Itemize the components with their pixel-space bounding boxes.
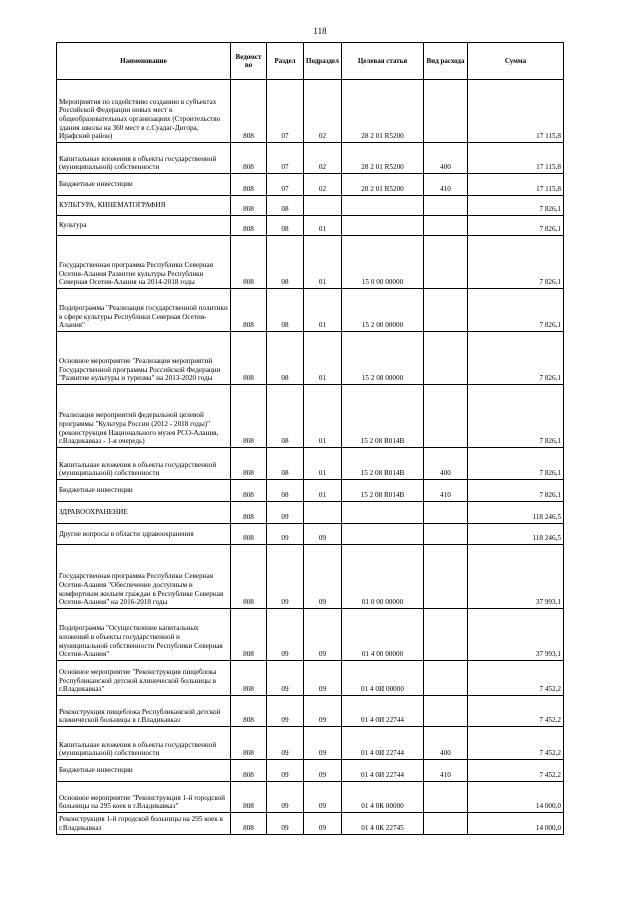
cell-target: 15 0 00 00000 (342, 236, 424, 289)
cell-sum: 7 452,2 (468, 661, 564, 696)
cell-section: 09 (267, 524, 304, 545)
cell-subsection: 01 (304, 332, 342, 385)
table-row (57, 80, 564, 143)
cell-target: 01 0 00 00000 (342, 545, 424, 609)
table-row (57, 289, 564, 332)
cell-section: 09 (267, 760, 304, 782)
cell-sum: 7 826,1 (468, 332, 564, 385)
cell-sum: 17 115,8 (468, 80, 564, 143)
cell-dept: 808 (231, 760, 267, 782)
cell-dept: 808 (231, 545, 267, 609)
cell-subsection (304, 502, 342, 524)
cell-section: 09 (267, 696, 304, 727)
cell-expense: 410 (424, 760, 468, 782)
cell-name: Основное мероприятие "Реконструкция 1-й городской больницы на 295 коек в г.Владикавказ" (57, 782, 231, 813)
cell-sum: 17 115,8 (468, 143, 564, 174)
table-row (57, 480, 564, 502)
cell-dept: 808 (231, 727, 267, 760)
table-row (57, 236, 564, 289)
cell-target: 28 2 01 R5200 (342, 80, 424, 143)
page-number: 118 (313, 26, 327, 36)
cell-expense: 400 (424, 727, 468, 760)
cell-target: 01 4 0К 22745 (342, 813, 424, 835)
cell-name: ЗДРАВООХРАНЕНИЕ (57, 502, 231, 524)
cell-target: 28 2 01 R5200 (342, 174, 424, 196)
cell-dept: 808 (231, 524, 267, 545)
cell-section: 08 (267, 236, 304, 289)
cell-expense (424, 236, 468, 289)
cell-expense: 410 (424, 480, 468, 502)
cell-name: Подпрограмма "Осуществление капитальных вложений в объекты государственной и муниципальной собственности Республики Северная Осетия-Алания" (57, 609, 231, 661)
table-row (57, 813, 564, 835)
cell-expense (424, 609, 468, 661)
cell-name: Государственная программа Республики Северная Осетия-Алания Развитие культуры Республики Северная Осетия-Алания на 2014-2018 годы (57, 236, 231, 289)
cell-dept: 808 (231, 696, 267, 727)
cell-sum: 7 826,1 (468, 480, 564, 502)
cell-name: Подпрограмма "Реализация государственной политики в сфере культуры Республики Северная Осетия-Алания" (57, 289, 231, 332)
cell-dept: 808 (231, 196, 267, 216)
cell-target: 01 4 0И 22744 (342, 696, 424, 727)
cell-subsection: 01 (304, 385, 342, 448)
cell-dept: 808 (231, 216, 267, 236)
cell-dept: 808 (231, 236, 267, 289)
cell-subsection: 01 (304, 289, 342, 332)
table-row (57, 216, 564, 236)
table-row (57, 524, 564, 545)
cell-dept: 808 (231, 661, 267, 696)
cell-sum: 7 826,1 (468, 236, 564, 289)
cell-section: 09 (267, 502, 304, 524)
cell-section: 08 (267, 289, 304, 332)
cell-subsection: 09 (304, 760, 342, 782)
table-row (57, 385, 564, 448)
cell-section: 09 (267, 782, 304, 813)
cell-name: Основное мероприятие "Реконструкция пищеблока Республиканской детской клинической больницы в г.Владикавказ" (57, 661, 231, 696)
cell-subsection: 02 (304, 143, 342, 174)
table-row (57, 760, 564, 782)
cell-target: 15 2 08 R014B (342, 448, 424, 480)
budget-table (56, 42, 564, 835)
cell-section: 07 (267, 143, 304, 174)
cell-subsection: 09 (304, 813, 342, 835)
header-dept: Ведомст во (231, 43, 267, 80)
cell-subsection: 01 (304, 236, 342, 289)
cell-dept: 808 (231, 782, 267, 813)
cell-name: Мероприятия по содействию созданию в субъектах Российской Федерации новых мест в общеобразовательных организациях (Строительство здания школы на 360 мест в с.Суадаг-Дигора, Ирафский район) (57, 80, 231, 143)
cell-name: Бюджетные инвестиции (57, 480, 231, 502)
table-row (57, 196, 564, 216)
table-row (57, 782, 564, 813)
cell-subsection: 02 (304, 80, 342, 143)
cell-dept: 808 (231, 813, 267, 835)
cell-name: Капитальные вложения в объекты государственной (муниципальной) собственности (57, 143, 231, 174)
cell-sum: 118 246,5 (468, 524, 564, 545)
table-row (57, 448, 564, 480)
cell-dept: 808 (231, 609, 267, 661)
cell-sum: 7 452,2 (468, 760, 564, 782)
cell-subsection: 01 (304, 480, 342, 502)
header-name: Наименование (57, 43, 231, 80)
cell-subsection: 02 (304, 174, 342, 196)
cell-sum: 7 826,1 (468, 196, 564, 216)
cell-target (342, 524, 424, 545)
cell-dept: 808 (231, 502, 267, 524)
cell-dept: 808 (231, 385, 267, 448)
cell-target: 01 4 00 00000 (342, 609, 424, 661)
cell-dept: 808 (231, 143, 267, 174)
header-sum: Сумма (468, 43, 564, 80)
cell-expense (424, 385, 468, 448)
cell-section: 08 (267, 216, 304, 236)
cell-dept: 808 (231, 289, 267, 332)
cell-sum: 7 826,1 (468, 216, 564, 236)
cell-target (342, 216, 424, 236)
header-row (57, 43, 564, 80)
cell-sum: 7 452,2 (468, 696, 564, 727)
cell-expense (424, 782, 468, 813)
cell-target: 01 4 0И 22744 (342, 760, 424, 782)
cell-section: 09 (267, 727, 304, 760)
cell-section: 09 (267, 661, 304, 696)
cell-expense: 400 (424, 143, 468, 174)
cell-section: 07 (267, 80, 304, 143)
cell-expense (424, 545, 468, 609)
cell-target: 15 2 08 R014B (342, 385, 424, 448)
cell-expense (424, 502, 468, 524)
cell-expense (424, 80, 468, 143)
cell-name: Бюджетные инвестиции (57, 760, 231, 782)
cell-subsection: 09 (304, 661, 342, 696)
table-body (57, 80, 564, 835)
cell-name: Другие вопросы в области здравоохранения (57, 524, 231, 545)
cell-dept: 808 (231, 80, 267, 143)
cell-sum: 118 246,5 (468, 502, 564, 524)
cell-section: 08 (267, 385, 304, 448)
cell-name: Основное мероприятие "Реализация мероприятий Государственной программы Российской Федерации "Развитие культуры и туризма" на 2013-2020 годы (57, 332, 231, 385)
table-row (57, 143, 564, 174)
cell-subsection: 09 (304, 524, 342, 545)
cell-section: 08 (267, 196, 304, 216)
cell-name: Капитальные вложения в объекты государственной (муниципальной) собственности (57, 448, 231, 480)
table-row (57, 609, 564, 661)
cell-subsection: 09 (304, 609, 342, 661)
table-row (57, 174, 564, 196)
cell-section: 08 (267, 448, 304, 480)
cell-expense (424, 661, 468, 696)
table-row (57, 727, 564, 760)
cell-name: КУЛЬТУРА, КИНЕМАТОГРАФИЯ (57, 196, 231, 216)
cell-sum: 7 826,1 (468, 385, 564, 448)
header-section: Раздел (267, 43, 304, 80)
cell-section: 08 (267, 480, 304, 502)
cell-expense (424, 524, 468, 545)
cell-target (342, 502, 424, 524)
cell-subsection: 09 (304, 545, 342, 609)
cell-subsection: 09 (304, 696, 342, 727)
cell-name: Реконструкция пищеблока Республиканской детской клинической больницы в г.Владикавказ (57, 696, 231, 727)
cell-sum: 7 826,1 (468, 289, 564, 332)
cell-subsection (304, 196, 342, 216)
cell-sum: 7 452,2 (468, 727, 564, 760)
cell-section: 09 (267, 609, 304, 661)
cell-sum: 17 115,8 (468, 174, 564, 196)
cell-section: 08 (267, 332, 304, 385)
cell-target: 01 4 0И 22744 (342, 727, 424, 760)
cell-subsection: 09 (304, 727, 342, 760)
cell-target: 15 2 08 00000 (342, 332, 424, 385)
cell-dept: 808 (231, 174, 267, 196)
cell-target: 28 2 01 R5200 (342, 143, 424, 174)
cell-target (342, 196, 424, 216)
table-row (57, 332, 564, 385)
cell-subsection: 01 (304, 216, 342, 236)
cell-expense (424, 196, 468, 216)
cell-sum: 14 000,0 (468, 782, 564, 813)
cell-expense (424, 289, 468, 332)
cell-subsection: 09 (304, 782, 342, 813)
cell-expense (424, 696, 468, 727)
cell-sum: 7 826,1 (468, 448, 564, 480)
header-subsection: Подраздел (304, 43, 342, 80)
cell-target: 15 2 08 R014B (342, 480, 424, 502)
table-row (57, 502, 564, 524)
header-target: Целевая статья (342, 43, 424, 80)
cell-target: 01 4 0К 00000 (342, 782, 424, 813)
cell-section: 07 (267, 174, 304, 196)
cell-expense (424, 332, 468, 385)
cell-expense (424, 216, 468, 236)
cell-dept: 808 (231, 480, 267, 502)
table-row (57, 545, 564, 609)
cell-target: 15 2 00 00000 (342, 289, 424, 332)
cell-expense: 410 (424, 174, 468, 196)
cell-name: Бюджетные инвестиции (57, 174, 231, 196)
cell-section: 09 (267, 813, 304, 835)
cell-sum: 14 000,0 (468, 813, 564, 835)
cell-sum: 37 993,1 (468, 545, 564, 609)
cell-dept: 808 (231, 448, 267, 480)
cell-sum: 37 993,1 (468, 609, 564, 661)
cell-target: 01 4 0И 00000 (342, 661, 424, 696)
cell-name: Реализация мероприятий федеральной целевой программы "Культура России (2012 - 2018 годы)" (реконструкция Национального музея РСО-Алания, г.Владикавказ - 1-я очередь) (57, 385, 231, 448)
cell-name: Государственная программа Республики Северная Осетия-Алания "Обеспечение доступным и комфортным жильем граждан в Республике Северная Осетия-Алания" на 2016-2018 годы (57, 545, 231, 609)
header-expense: Вид расхода (424, 43, 468, 80)
cell-name: Реконструкция 1-й городской больницы на 295 коек в г.Владикавказ (57, 813, 231, 835)
cell-dept: 808 (231, 332, 267, 385)
cell-subsection: 01 (304, 448, 342, 480)
cell-expense: 400 (424, 448, 468, 480)
cell-expense (424, 813, 468, 835)
cell-section: 09 (267, 545, 304, 609)
table-row (57, 661, 564, 696)
table-row (57, 696, 564, 727)
cell-name: Культура (57, 216, 231, 236)
cell-name: Капитальные вложения в объекты государственной (муниципальной) собственности (57, 727, 231, 760)
